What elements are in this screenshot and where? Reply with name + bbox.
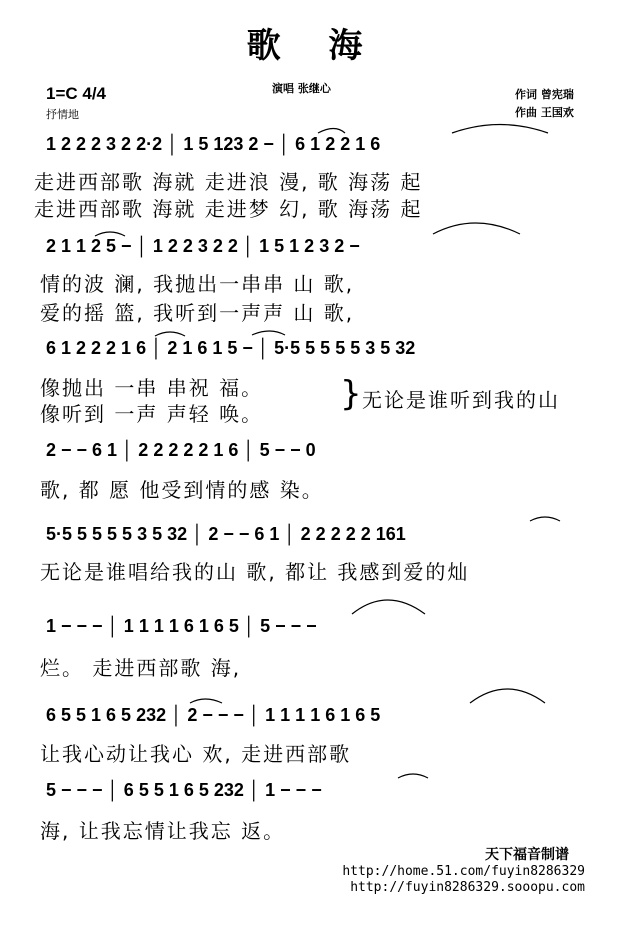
lyrics-row-3-right: 无论是谁听到我的山 [362,388,560,412]
notation-row-1: 1 2 2 2 3 2 2·2 │ 1 5 123 2 − │ 6 1 2 2 1 6 [46,134,381,154]
lyrics-row-6: 烂。 走进西部歌 海, [40,656,242,680]
brace-glyph: } [340,374,362,414]
lyrics-row-1b: 走进西部歌 海就 走进梦 幻, 歌 海荡 起 [34,197,423,221]
notation-row-6: 1 − − − │ 1 1 1 1 6 1 6 5 │ 5 − − − [46,616,317,636]
composer-credit: 作曲 王国欢 [515,106,574,119]
lyrics-row-1a: 走进西部歌 海就 走进浪 漫, 歌 海荡 起 [34,170,423,194]
notation-row-2: 2 1 1 2 5 − │ 1 2 2 3 2 2 │ 1 5 1 2 3 2 − [46,236,360,256]
url-1[interactable]: http://home.51.com/fuyin8286329 [342,864,585,879]
lyrics-row-7: 让我心动让我心 欢, 走进西部歌 [40,742,352,766]
lyrics-row-5: 无论是谁唱给我的山 歌, 都让 我感到爱的灿 [40,560,470,584]
lyrics-row-8: 海, 让我忘情让我忘 返。 [40,819,286,843]
lyrics-row-3a: 像抛出 一串 串祝 福。 [40,376,264,400]
notation-row-3: 6 1 2 2 2 1 6 │ 2 1 6 1 5 − │ 5·5 5 5 5 5 3 5 32 [46,338,416,358]
notation-row-5: 5·5 5 5 5 5 3 5 32 │ 2 − − 6 1 │ 2 2 2 2 2 161 [46,524,406,544]
lyrics-row-3b: 像听到 一声 声轻 唤。 [40,402,264,426]
key-signature: 1=C 4/4 [46,84,107,103]
lyrics-row-2b: 爱的摇 篮, 我听到一声声 山 歌, [40,301,355,325]
url-2[interactable]: http://fuyin8286329.sooopu.com [350,880,585,895]
lyrics-row-2a: 情的波 澜, 我抛出一串串 山 歌, [40,272,355,296]
song-title: 歌 海 [246,26,381,66]
tempo-marking: 抒情地 [46,108,79,121]
lyricist-credit: 作词 曾宪瑞 [515,88,574,101]
producer-label: 天下福音制谱 [485,847,569,863]
notation-row-7: 6 5 5 1 6 5 232 │ 2 − − − │ 1 1 1 1 6 1 6 5 [46,705,381,725]
singer-credit: 演唱 张继心 [272,82,331,95]
notation-row-4: 2 − − 6 1 │ 2 2 2 2 2 1 6 │ 5 − − 0 [46,440,316,460]
notation-row-8: 5 − − − │ 6 5 5 1 6 5 232 │ 1 − − − [46,780,322,800]
lyrics-row-4: 歌, 都 愿 他受到情的感 染。 [40,478,324,502]
